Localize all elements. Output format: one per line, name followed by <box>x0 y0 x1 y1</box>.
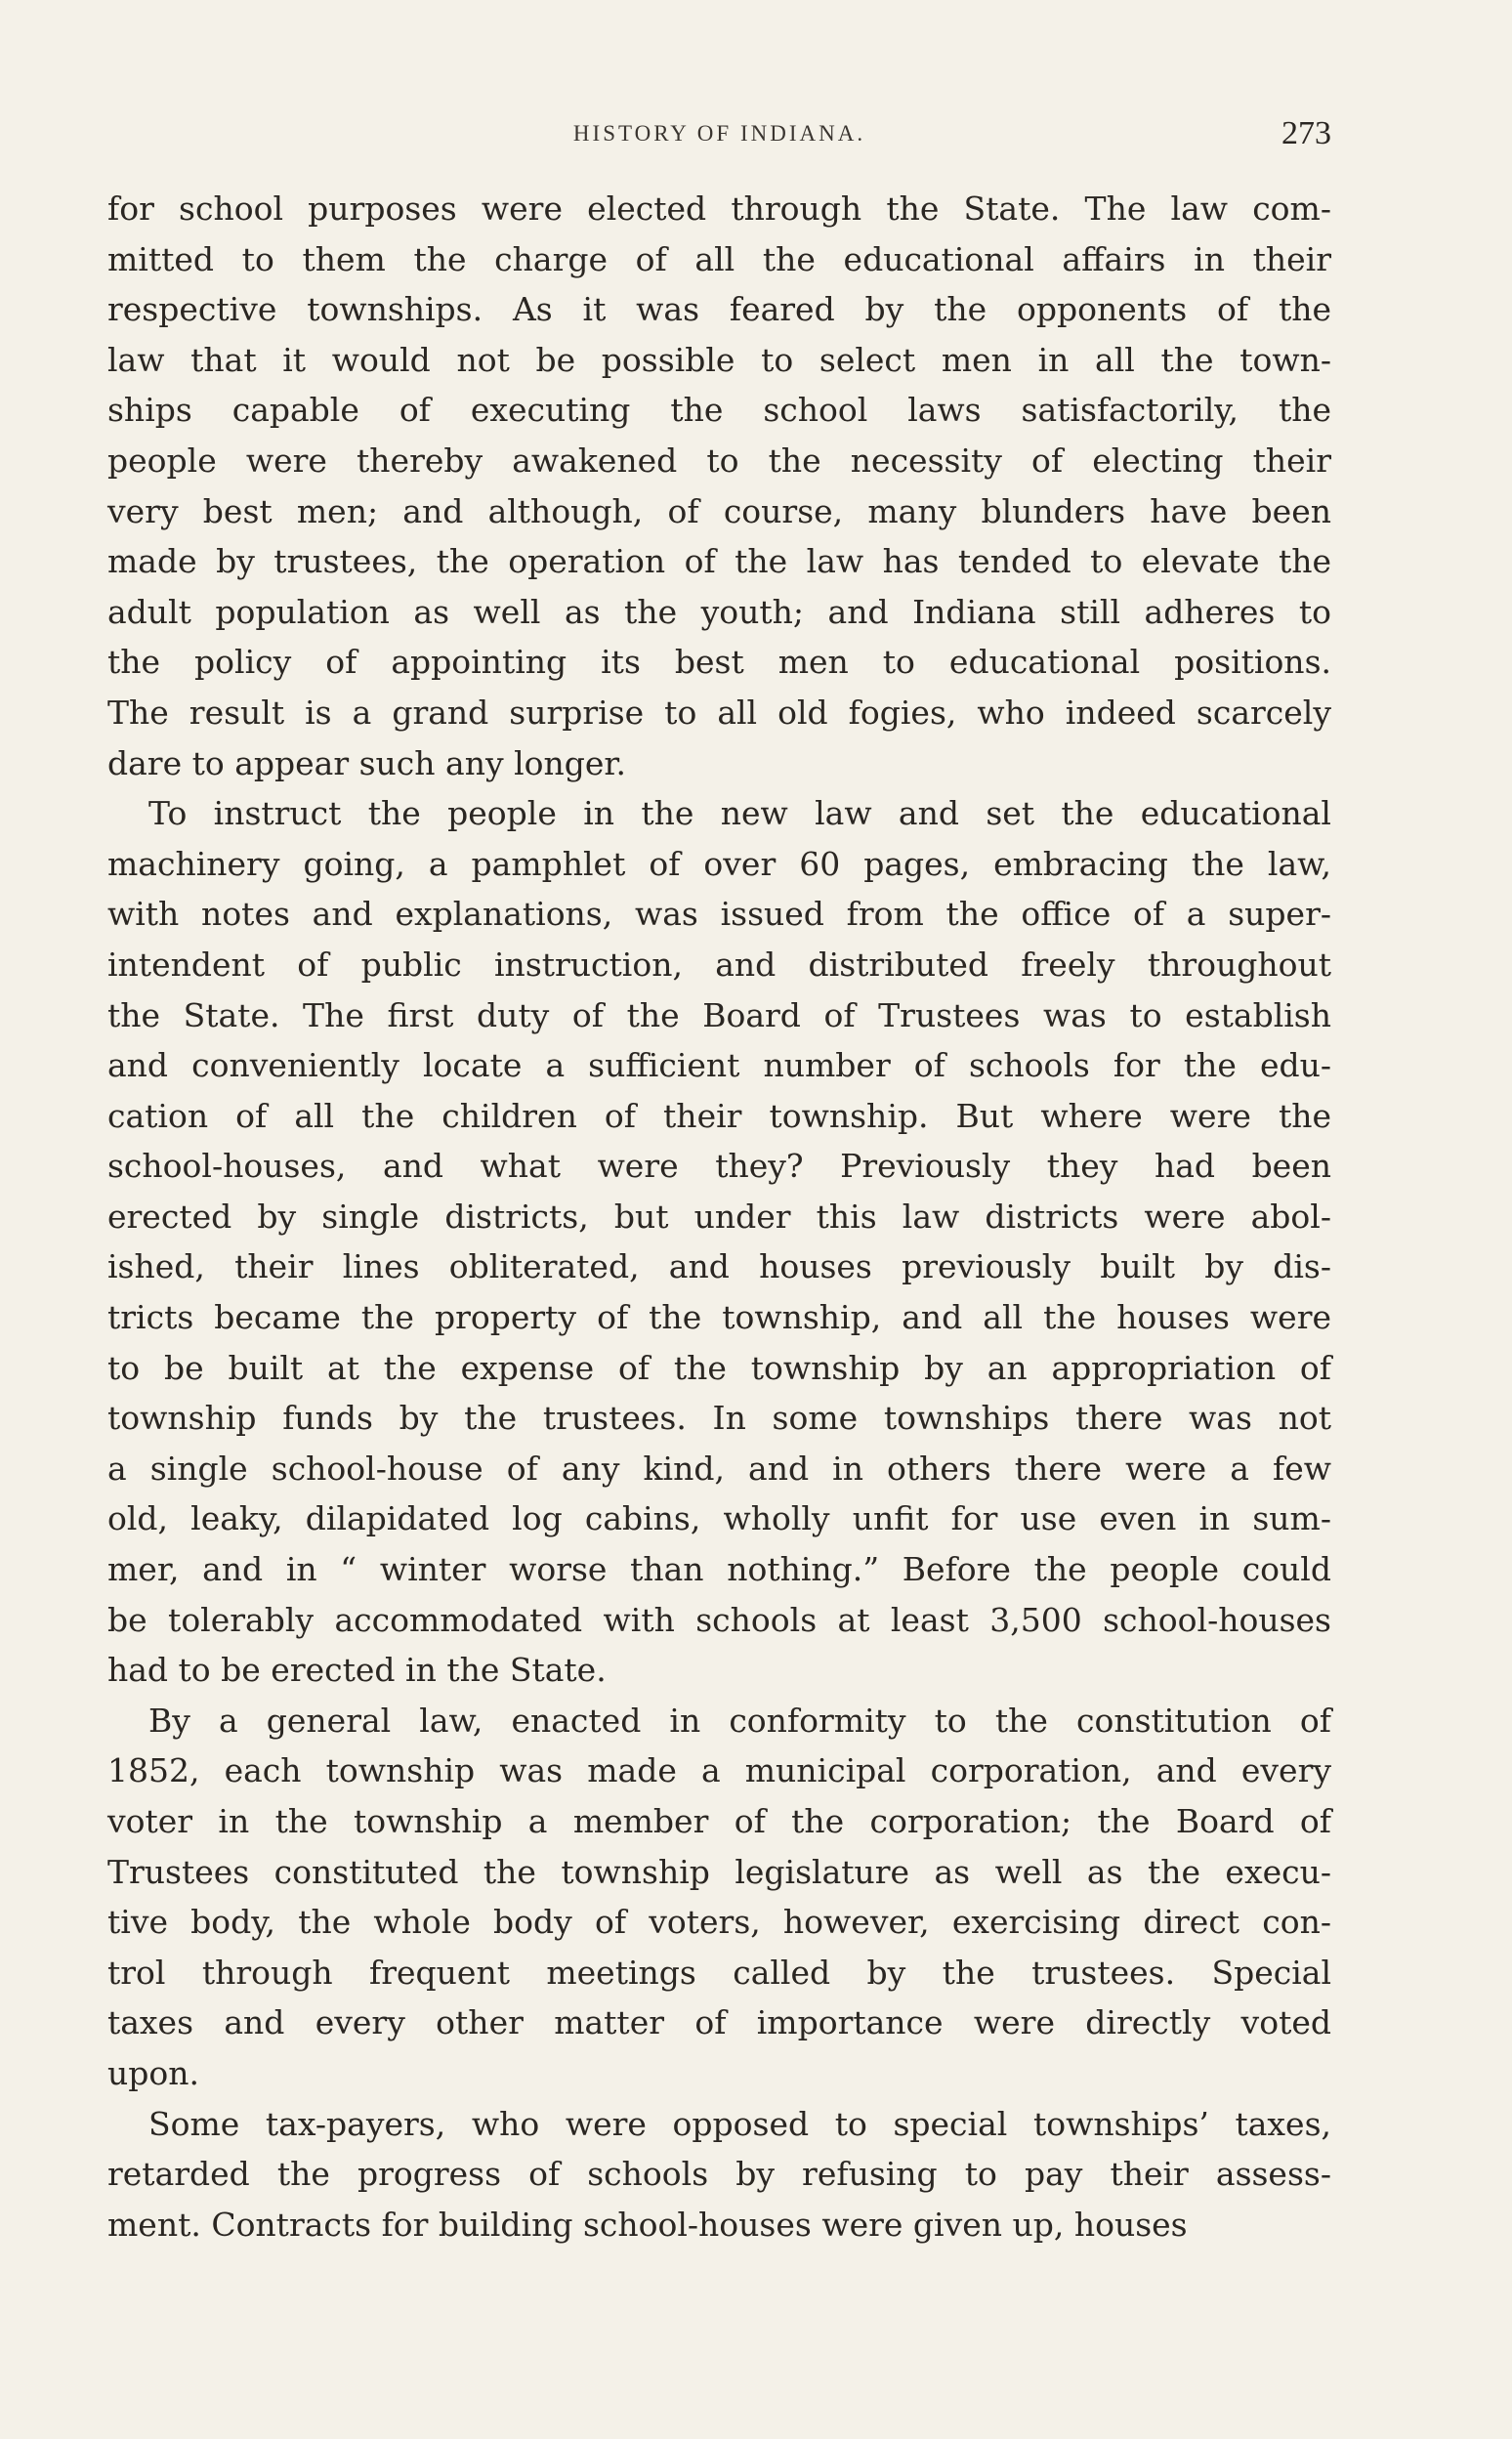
text-line: To instruct the people in the new law and set the educational <box>148 794 1331 833</box>
text-line: Some tax-payers, who were opposed to special townships’ taxes, <box>148 2104 1331 2143</box>
paragraph <box>107 2099 1331 2250</box>
text-line: and conveniently locate a sufficient number of schools for the edu- <box>107 1046 1331 1085</box>
text-line: tive body, the whole body of voters, however, exercising direct con- <box>107 1903 1331 1942</box>
text-line: ished, their lines obliterated, and houses previously built by dis- <box>107 1247 1331 1286</box>
text-line: mer, and in “ winter worse than nothing.” Before the people could <box>107 1550 1331 1589</box>
text-line: intendent of public instruction, and distributed freely throughout <box>107 945 1331 984</box>
text-line: ment. Contracts for building school-houses were given up, houses <box>107 2205 1188 2244</box>
text-line: township funds by the trustees. In some townships there was not <box>107 1399 1331 1438</box>
paragraph <box>107 184 1331 788</box>
body-text <box>107 184 1331 2250</box>
text-line: for school purposes were elected through the State. The law com- <box>107 189 1331 228</box>
text-line: mitted to them the charge of all the educational affairs in their <box>107 239 1331 278</box>
text-line: dare to appear such any longer. <box>107 743 627 782</box>
running-head <box>107 115 1331 156</box>
text-line: school-houses, and what were they? Previously they had been <box>107 1147 1331 1186</box>
text-line: respective townships. As it was feared by the opponents of the <box>107 290 1331 329</box>
text-line: to be built at the expense of the township by an appropriation of <box>107 1348 1331 1387</box>
text-line: people were thereby awakened to the necessity of electing their <box>107 441 1331 480</box>
text-line: The result is a grand surprise to all old fogies, who indeed scarcely <box>107 693 1331 732</box>
text-line: 1852, each township was made a municipal corporation, and every <box>107 1751 1331 1790</box>
text-line: machinery going, a pamphlet of over 60 pages, embracing the law, <box>107 844 1331 883</box>
text-line: with notes and explanations, was issued from the office of a super- <box>107 895 1331 934</box>
text-line: old, leaky, dilapidated log cabins, wholly unfit for use even in sum- <box>107 1499 1331 1538</box>
text-line: tricts became the property of the township, and all the houses were <box>107 1298 1331 1337</box>
text-line: very best men; and although, of course, many blunders have been <box>107 491 1331 530</box>
text-line: the State. The first duty of the Board of Trustees was to establish <box>107 995 1331 1034</box>
text-line: Trustees constituted the township legislature as well as the execu- <box>107 1852 1331 1891</box>
text-line: erected by single districts, but under this law districts were abol- <box>107 1197 1331 1236</box>
text-line: retarded the progress of schools by refusing to pay their assess- <box>107 2155 1331 2194</box>
text-line: cation of all the children of their township. But where were the <box>107 1096 1331 1135</box>
running-title: HISTORY OF INDIANA. <box>572 121 866 146</box>
text-line: a single school-house of any kind, and in others there were a few <box>107 1449 1331 1488</box>
text-line: taxes and every other matter of importance were directly voted <box>107 2003 1331 2042</box>
paragraph <box>107 788 1331 1696</box>
text-line: ships capable of executing the school laws satisfactorily, the <box>107 391 1331 430</box>
text-line: law that it would not be possible to select men in all the town- <box>107 340 1331 379</box>
paragraph <box>107 1696 1331 2099</box>
text-line: trol through frequent meetings called by the trustees. Special <box>107 1953 1331 1992</box>
text-line: be tolerably accommodated with schools at least 3,500 school-houses <box>107 1600 1331 1639</box>
text-line: voter in the township a member of the corporation; the Board of <box>107 1802 1331 1840</box>
text-line: adult population as well as the youth; and Indiana still adheres to <box>107 592 1331 631</box>
text-line: By a general law, enacted in conformity to the constitution of <box>148 1701 1331 1740</box>
page-number: 273 <box>1281 115 1331 151</box>
text-line: upon. <box>107 2053 199 2092</box>
text-line: made by trustees, the operation of the law has tended to elevate the <box>107 542 1331 581</box>
text-line: had to be erected in the State. <box>107 1651 607 1690</box>
text-line: the policy of appointing its best men to educational positions. <box>107 643 1331 682</box>
